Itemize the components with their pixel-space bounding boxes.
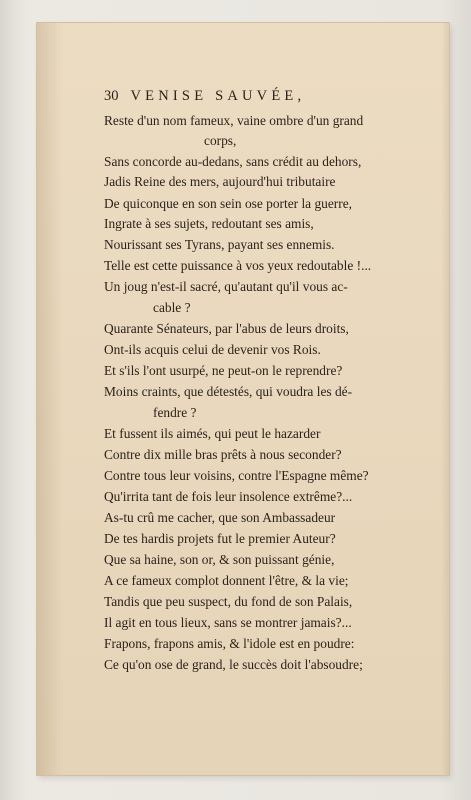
verse-line: Sans concorde au-dedans, sans crédit au dehors, — [104, 154, 362, 169]
verse-line: fendre ? — [153, 405, 197, 420]
running-head — [104, 88, 305, 105]
verse-line: Et s'ils l'ont usurpé, ne peut-on le reprendre? — [104, 363, 343, 378]
verse-line: Contre dix mille bras prêts à nous seconder? — [104, 447, 342, 462]
verse-line: Jadis Reine des mers, aujourd'hui tributaire — [104, 174, 336, 189]
verse-line: Reste d'un nom fameux, vaine ombre d'un grand — [104, 113, 364, 128]
running-title: VENISE SAUVÉE, — [130, 88, 306, 104]
verse-line: corps, — [204, 133, 237, 148]
verse-line: Contre tous leur voisins, contre l'Espagne même? — [104, 468, 369, 483]
verse-line: Telle est cette puissance à vos yeux redoutable !... — [104, 258, 372, 273]
verse-line: Ont-ils acquis celui de devenir vos Rois. — [104, 342, 321, 357]
verse-line: Ingrate à ses sujets, redoutant ses amis, — [104, 216, 314, 231]
verse-line: Il agit en tous lieux, sans se montrer jamais?... — [104, 615, 352, 630]
verse-line: De quiconque en son sein ose porter la guerre, — [104, 196, 353, 211]
verse-line: Tandis que peu suspect, du fond de son Palais, — [104, 594, 353, 609]
verse-line: Moins craints, que détestés, qui voudra les dé- — [104, 384, 353, 399]
verse-line: Un joug n'est-il sacré, qu'autant qu'il vous ac- — [104, 279, 348, 294]
verse-line: As-tu crû me cacher, que son Ambassadeur — [104, 510, 336, 525]
verse-line: Et fussent ils aimés, qui peut le hazarder — [104, 426, 321, 441]
verse-line: Nourissant ses Tyrans, payant ses ennemis. — [104, 237, 335, 252]
verse-line: cable ? — [153, 300, 191, 315]
verse-line: Ce qu'on ose de grand, le succès doit l'absoudre; — [104, 657, 363, 672]
verse-line: Qu'irrita tant de fois leur insolence extrême?... — [104, 489, 353, 504]
verse-line: Que sa haine, son or, & son puissant génie, — [104, 552, 335, 567]
verse-line: Frapons, frapons amis, & l'idole est en poudre: — [104, 636, 355, 651]
verse-line: Quarante Sénateurs, par l'abus de leurs droits, — [104, 321, 349, 336]
verse-line: De tes hardis projets fut le premier Auteur? — [104, 531, 336, 546]
page-number: 30 — [104, 88, 119, 104]
verse-line: A ce fameux complot donnent l'être, & la vie; — [104, 573, 349, 588]
